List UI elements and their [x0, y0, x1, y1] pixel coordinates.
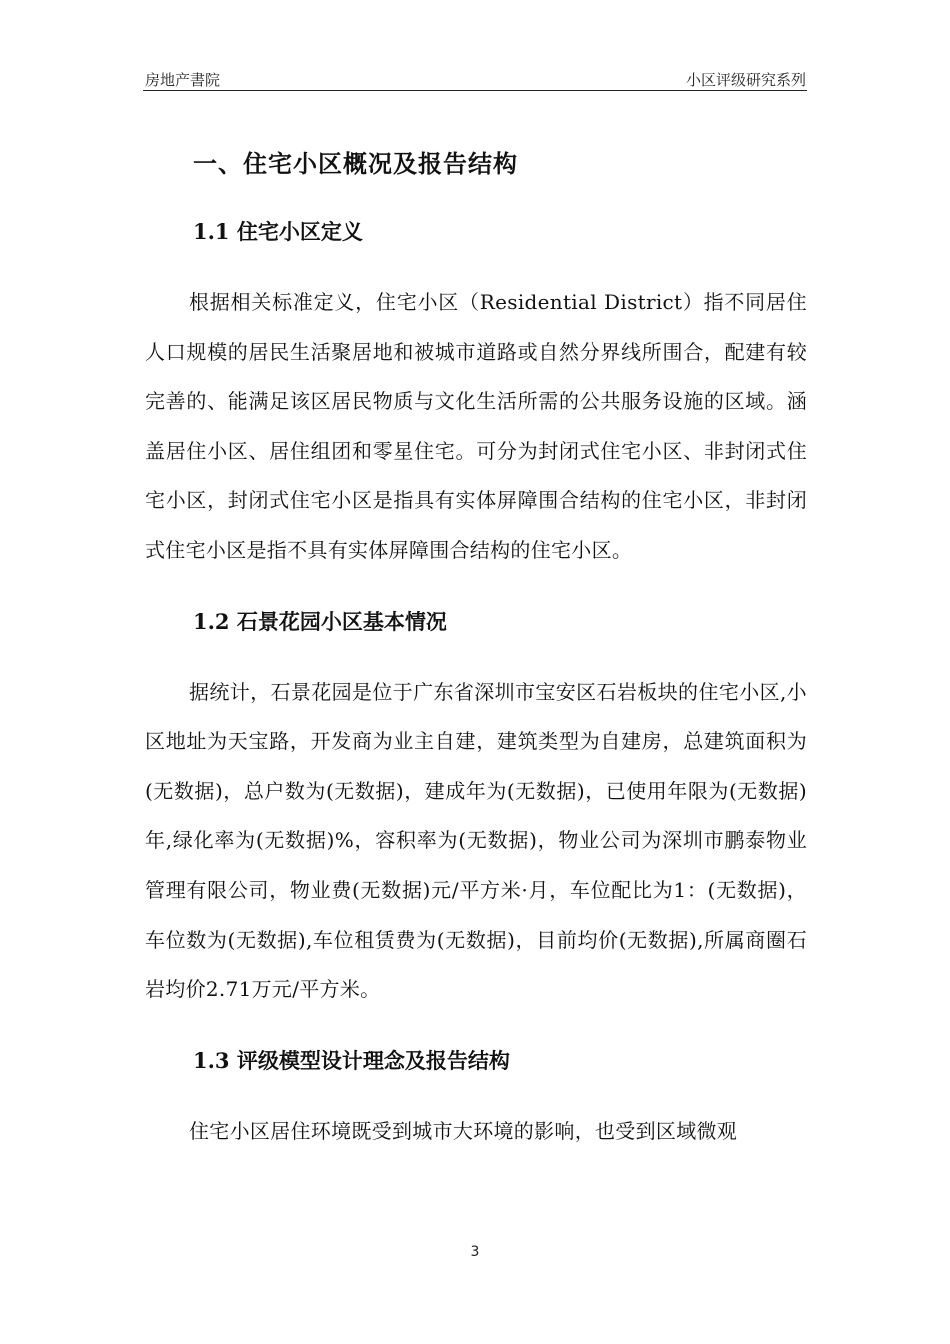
header-right-title: 小区评级研究系列 — [685, 71, 806, 89]
document-body — [145, 142, 807, 1156]
section-title: 一、住宅小区概况及报告结构 — [193, 149, 518, 178]
subsection-title-1-1: 1.1 住宅小区定义 — [193, 219, 363, 244]
subsection-title-1-3: 1.3 评级模型设计理念及报告结构 — [193, 1047, 510, 1073]
subsection-title-1-2: 1.2 石景花园小区基本情况 — [193, 608, 447, 634]
page-number: 3 — [470, 1244, 480, 1260]
paragraph-community-basics: 据统计，石景花园是位于广东省深圳市宝安区石岩板块的住宅小区,小区地址为天宝路，开发商为业主自建，建筑类型为自建房，总建筑面积为(无数据)，总户数为(无数据)，建成年为(无数据)，已使用年限为(无数据)年,绿化率为(无数据)%，容积率为(无数据)，物业公司为深圳市鹏泰物业管理有限公司，物业费(无数据)元/平方米·月，车位配比为1：(无数据)，车位数为(无数据),车位租赁费为(无数据)，目前均价(无数据),所属商圈石岩均价2.71万元/平方米。 — [145, 679, 807, 1002]
paragraph-model-design: 住宅小区居住环境既受到城市大环境的影响，也受到区域微观 — [189, 1118, 738, 1143]
header-left-title: 房地产書院 — [145, 71, 221, 89]
paragraph-residential-definition: 根据相关标准定义，住宅小区（Residential District）指不同居住人口规模的居民生活聚居地和被城市道路或自然分界线所围合，配建有较完善的、能满足该区居民物质与文化生活所需的公共服务设施的区域。涵盖居住小区、居住组团和零星住宅。可分为封闭式住宅小区、非封闭式住宅小区，封闭式住宅小区是指具有实体屏障围合结构的住宅小区，非封闭式住宅小区是指不具有实体屏障围合结构的住宅小区。 — [145, 290, 807, 562]
header-divider — [143, 90, 807, 91]
